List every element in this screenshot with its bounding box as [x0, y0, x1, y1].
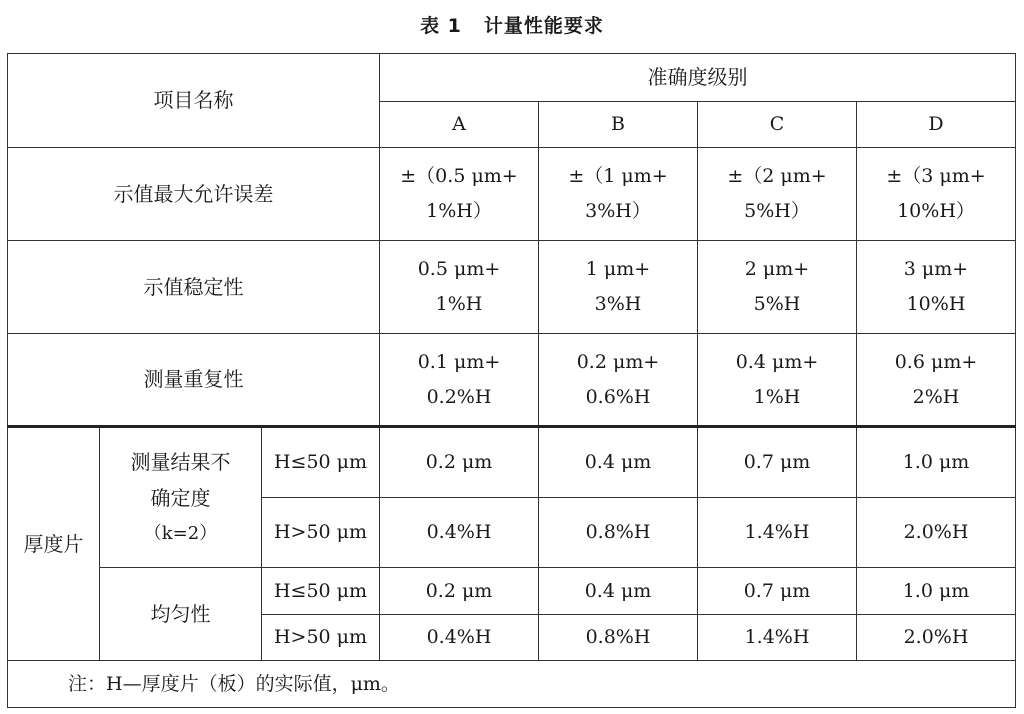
uncertainty-le-d: 1.0 μm	[857, 427, 1016, 498]
uncertainty-gt-c: 1.4%H	[698, 498, 857, 568]
table-caption	[0, 10, 1024, 42]
header-accuracy-class: 准确度级别	[380, 54, 1016, 102]
stability-label: 示值稳定性	[8, 241, 380, 334]
table-row	[8, 427, 1016, 498]
uniformity-label: 均匀性	[100, 568, 262, 661]
class-a-header: A	[380, 102, 539, 148]
uniformity-le-d: 1.0 μm	[857, 568, 1016, 615]
stability-d: 3 μm+ 10%H	[857, 241, 1016, 334]
uncertainty-gt-b: 0.8%H	[539, 498, 698, 568]
uncertainty-cond-gt: H>50 μm	[262, 498, 380, 568]
uncertainty-label: 测量结果不 确定度 （k=2）	[100, 427, 262, 568]
uniformity-gt-c: 1.4%H	[698, 615, 857, 661]
repeatability-a: 0.1 μm+ 0.2%H	[380, 334, 539, 427]
repeatability-b: 0.2 μm+ 0.6%H	[539, 334, 698, 427]
repeatability-c: 0.4 μm+ 1%H	[698, 334, 857, 427]
thickness-label: 厚度片	[8, 427, 100, 661]
uncertainty-cond-le: H≤50 μm	[262, 427, 380, 498]
uniformity-cond-le: H≤50 μm	[262, 568, 380, 615]
max-error-d: ±（3 μm+ 10%H）	[857, 148, 1016, 241]
uniformity-le-a: 0.2 μm	[380, 568, 539, 615]
repeatability-d: 0.6 μm+ 2%H	[857, 334, 1016, 427]
repeatability-label: 测量重复性	[8, 334, 380, 427]
uniformity-gt-d: 2.0%H	[857, 615, 1016, 661]
table-note: 注：H—厚度片（板）的实际值，μm。	[8, 661, 1016, 708]
uncertainty-le-b: 0.4 μm	[539, 427, 698, 498]
table-row	[8, 148, 1016, 241]
class-b-header: B	[539, 102, 698, 148]
stability-c: 2 μm+ 5%H	[698, 241, 857, 334]
uncertainty-gt-d: 2.0%H	[857, 498, 1016, 568]
max-error-b: ±（1 μm+ 3%H）	[539, 148, 698, 241]
stability-b: 1 μm+ 3%H	[539, 241, 698, 334]
header-item-name: 项目名称	[8, 54, 380, 148]
class-c-header: C	[698, 102, 857, 148]
table-number: 表 1	[420, 15, 462, 37]
metrology-requirements-table	[7, 53, 1016, 708]
stability-a: 0.5 μm+ 1%H	[380, 241, 539, 334]
max-error-a: ±（0.5 μm+ 1%H）	[380, 148, 539, 241]
uniformity-le-b: 0.4 μm	[539, 568, 698, 615]
uniformity-le-c: 0.7 μm	[698, 568, 857, 615]
table-row	[8, 334, 1016, 427]
uncertainty-le-a: 0.2 μm	[380, 427, 539, 498]
max-error-c: ±（2 μm+ 5%H）	[698, 148, 857, 241]
class-d-header: D	[857, 102, 1016, 148]
table-row	[8, 241, 1016, 334]
uniformity-gt-b: 0.8%H	[539, 615, 698, 661]
table-row	[8, 568, 1016, 615]
uncertainty-le-c: 0.7 μm	[698, 427, 857, 498]
uncertainty-gt-a: 0.4%H	[380, 498, 539, 568]
uniformity-gt-a: 0.4%H	[380, 615, 539, 661]
table-title: 计量性能要求	[483, 15, 604, 37]
uniformity-cond-gt: H>50 μm	[262, 615, 380, 661]
max-error-label: 示值最大允许误差	[8, 148, 380, 241]
